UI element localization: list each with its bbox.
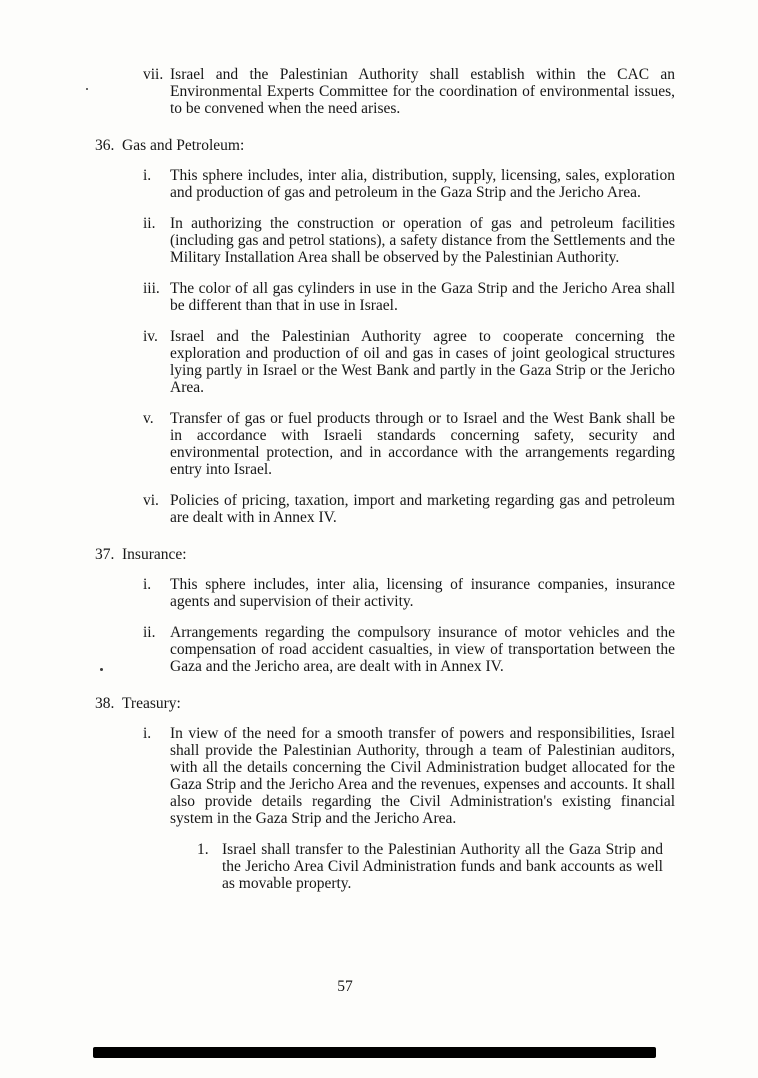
clause-37-i: [143, 576, 675, 610]
clause-text: Policies of pricing, taxation, import and marketing regarding gas and petroleum are dealt with in Annex IV.: [170, 492, 675, 526]
section-title: Gas and Petroleum:: [122, 137, 245, 154]
clause-label: 1.: [197, 841, 209, 858]
clause-label: i.: [143, 725, 152, 742]
clause-text: Israel shall transfer to the Palestinian Authority all the Gaza Strip and the Jericho Area Civil Administration funds and bank accounts as well as movable property.: [222, 841, 663, 892]
clause-label: ii.: [143, 215, 156, 232]
clause-label: vi.: [143, 492, 159, 509]
section-number: 38.: [95, 695, 115, 712]
clause-36-iv: [143, 328, 675, 396]
section-title: Treasury:: [122, 695, 181, 712]
clause-text: Israel and the Palestinian Authority agree to cooperate concerning the exploration and production of oil and gas in cases of joint geological structures lying partly in Israel or the West Bank and partly in the Gaza Strip or the Jericho Area.: [170, 328, 675, 396]
clause-text: Arrangements regarding the compulsory insurance of motor vehicles and the compensation of road accident casualties, in view of transportation between the Gaza and the Jericho area, are dealt with in Annex IV.: [170, 624, 675, 675]
section-number: 36.: [95, 137, 115, 154]
clause-36-v: [143, 410, 675, 478]
section-title: Insurance:: [122, 546, 187, 563]
clause-label: iii.: [143, 280, 160, 297]
clause-text: In view of the need for a smooth transfer of powers and responsibilities, Israel shall provide the Palestinian Authority, through a team of Palestinian auditors, with all the details concerning the Civil Administration budget allocated for the Gaza Strip and the Jericho Area and the revenues, expenses and accounts. It shall also provide details regarding the Civil Administration's existing financial system in the Gaza Strip and the Jericho Area.: [170, 725, 675, 827]
clause-36-ii: [143, 215, 675, 266]
scan-speck: [86, 88, 88, 90]
clause-36-iii: [143, 280, 675, 314]
section-number: 37.: [95, 546, 115, 563]
section-heading-36: [95, 137, 675, 154]
clause-38-i-1: [197, 841, 663, 892]
clause-text: Transfer of gas or fuel products through or to Israel and the West Bank shall be in accordance with Israeli standards concerning safety, security and environmental protection, and in accordance with the arrangements regarding entry into Israel.: [170, 410, 675, 478]
section-heading-38: [95, 695, 675, 712]
scan-artifact-bar: [93, 1047, 656, 1058]
clause-38-i: [143, 725, 675, 827]
clause-text: The color of all gas cylinders in use in the Gaza Strip and the Jericho Area shall be different than that in use in Israel.: [170, 280, 675, 314]
clause-37-ii: [143, 624, 675, 675]
clause-text: Israel and the Palestinian Authority shall establish within the CAC an Environmental Experts Committee for the coordination of environmental issues, to be convened when the need arises.: [170, 66, 675, 117]
clause-label: vii.: [143, 66, 164, 83]
clause-label: v.: [143, 410, 154, 427]
clause-label: iv.: [143, 328, 158, 345]
clause-label: ii.: [143, 624, 156, 641]
clause-text: This sphere includes, inter alia, licensing of insurance companies, insurance agents and supervision of their activity.: [170, 576, 675, 610]
clause-label: i.: [143, 576, 152, 593]
clause-text: In authorizing the construction or operation of gas and petroleum facilities (including gas and petrol stations), a safety distance from the Settlements and the Military Installation Area shall be observed by the Palestinian Authority.: [170, 215, 675, 266]
clause-label: i.: [143, 167, 152, 184]
page-number: 57: [337, 978, 353, 995]
clause-text: This sphere includes, inter alia, distribution, supply, licensing, sales, exploration and production of gas and petroleum in the Gaza Strip and the Jericho Area.: [170, 167, 675, 201]
scan-speck: [100, 668, 103, 671]
clause-36-vi: [143, 492, 675, 526]
document-body: [95, 66, 675, 906]
clause-36-i: [143, 167, 675, 201]
clause-vii: [143, 66, 675, 117]
section-heading-37: [95, 546, 675, 563]
